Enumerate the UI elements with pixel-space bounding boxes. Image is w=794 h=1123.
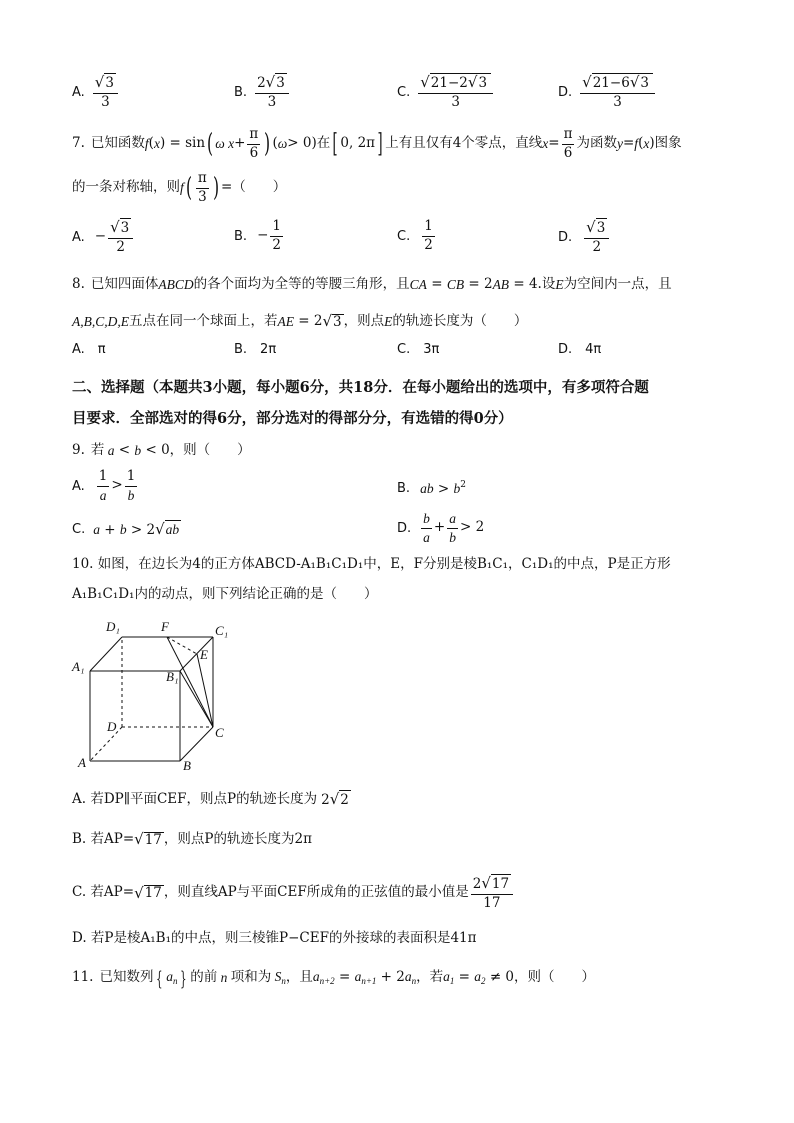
q6-option-d[interactable]: D. $\frac{√21-6√3}{3}$ <box>558 75 657 109</box>
label-c: C <box>215 725 224 740</box>
q6-option-c[interactable]: C. $\frac{√21-2√3}{3}$ <box>397 75 495 109</box>
q6-option-b[interactable]: B. $\frac{2√3}{3}$ <box>234 75 291 109</box>
edge-d-a <box>90 727 122 761</box>
q7-option-d[interactable]: D. $\frac{√3}{2}$ <box>558 220 611 254</box>
q8-option-a[interactable]: A. π <box>72 341 106 357</box>
label-a: A <box>78 755 86 770</box>
section2-heading-line1: 二、选择题（本题共3小题，每小题6分，共18分．在每小题给出的选项中，有多项符合题 <box>72 379 649 396</box>
segment-b1-c <box>180 671 213 727</box>
q8-option-c[interactable]: C. 3π <box>397 341 440 357</box>
label-d: D <box>107 719 117 734</box>
q7-line-2: 的一条对称轴，则 f ( $\frac{\pi}{3}$ ) =（ ） <box>72 170 287 205</box>
q6-option-a-label: A. <box>72 84 85 100</box>
segment-e-c <box>197 654 213 727</box>
label-f: F <box>161 619 169 634</box>
q6-option-a-value[interactable]: $\frac{√3}{3}$ <box>93 75 118 109</box>
q8-option-d[interactable]: D. 4π <box>558 341 602 357</box>
q7-option-b[interactable]: B. − $\frac{1}{2}$ <box>234 218 281 253</box>
q8-option-b[interactable]: B. 2π <box>234 341 277 357</box>
label-d1: D₁ <box>106 619 120 634</box>
q10-line-1: 10. 如图，在边长为4的正方体ABCD-A₁B₁C₁D₁中，E，F分别是棱B₁C₁，C₁D₁的中点，P是正方形 <box>72 556 671 572</box>
edge-b-c <box>180 727 213 761</box>
q10-option-d[interactable]: D. 若P是棱A₁B₁的中点，则三棱锥P−CEF的外接球的表面积是41π <box>72 930 477 946</box>
q10-option-b[interactable]: B. 若AP= √ 17 ，则点P的轨迹长度为2π <box>72 830 312 849</box>
q9-option-b[interactable]: B. ab > $b^2$ <box>397 480 466 497</box>
label-e: E <box>200 647 208 662</box>
q7-line-1: 7. 已知函数 f ( x ) = sin ( ω x + $\frac{\pi}{6}$ ) ( ω > 0) 在 [ 0, 2π ] 上有且仅有4个零点，直线 x = $\frac{\pi}{6}$ 为函数 y = f ( x ) 图象 <box>72 126 682 161</box>
q6-options <box>72 75 120 109</box>
edge-b1-c1 <box>180 637 213 671</box>
q8-line-2: A,B,C,D,E 五点在同一个球面上，若 AE = 2 √ 3 ，则点 E 的轨迹长度为（ ） <box>72 312 528 331</box>
q9-option-c[interactable]: C. a + b > 2√ab <box>72 520 180 538</box>
edge-a1-d1 <box>90 637 122 671</box>
section2-heading-line2: 目要求．全部选对的得6分，部分选对的得部分分，有选错的得0分） <box>72 410 513 427</box>
q11-stem: 11. 已知数列 { $a_n$ } 的前 n 项和为 $S_n$ ，且 $a_{n+2}$ = $a_{n+1}$ + 2 $a_n$ ，若 $a_1$ = $a_2$ ≠ 0 ，则（ ） <box>72 966 596 990</box>
q9-stem: 9. 若 a < b < 0 ，则（ ） <box>72 442 251 458</box>
q9-option-d[interactable]: D. $\frac{b}{a}$ + $\frac{a}{b}$ > 2 <box>397 511 485 545</box>
label-b: B <box>183 758 191 773</box>
q10-option-a[interactable]: A. 若DP∥平面CEF，则点P的轨迹长度为 2√2 <box>72 790 349 808</box>
label-b1: B₁ <box>166 669 179 684</box>
q7-option-a[interactable]: A. − $\frac{√3}{2}$ <box>72 220 135 254</box>
q9-option-a[interactable]: A. $\frac{1}{a}$ > $\frac{1}{b}$ <box>72 468 136 503</box>
label-c1: C₁ <box>215 623 229 638</box>
q8-line-1: 8. 已知四面体 ABCD 的各个面均为全等的等腰三角形，且 CA = CB = 2 AB = 4 .设 E 为空间内一点，且 <box>72 276 672 292</box>
q10-option-c[interactable]: C. 若AP= √ 17 ，则直线AP与平面CEF所成角的正弦值的最小值是 $\frac{2√17}{17}$ <box>72 876 515 910</box>
q10-line-2: A₁B₁C₁D₁内的动点，则下列结论正确的是（ ） <box>72 586 378 602</box>
q7-option-c[interactable]: C. $\frac{1}{2}$ <box>397 218 433 253</box>
label-a1: A₁ <box>72 659 85 674</box>
cube-figure <box>70 615 240 775</box>
